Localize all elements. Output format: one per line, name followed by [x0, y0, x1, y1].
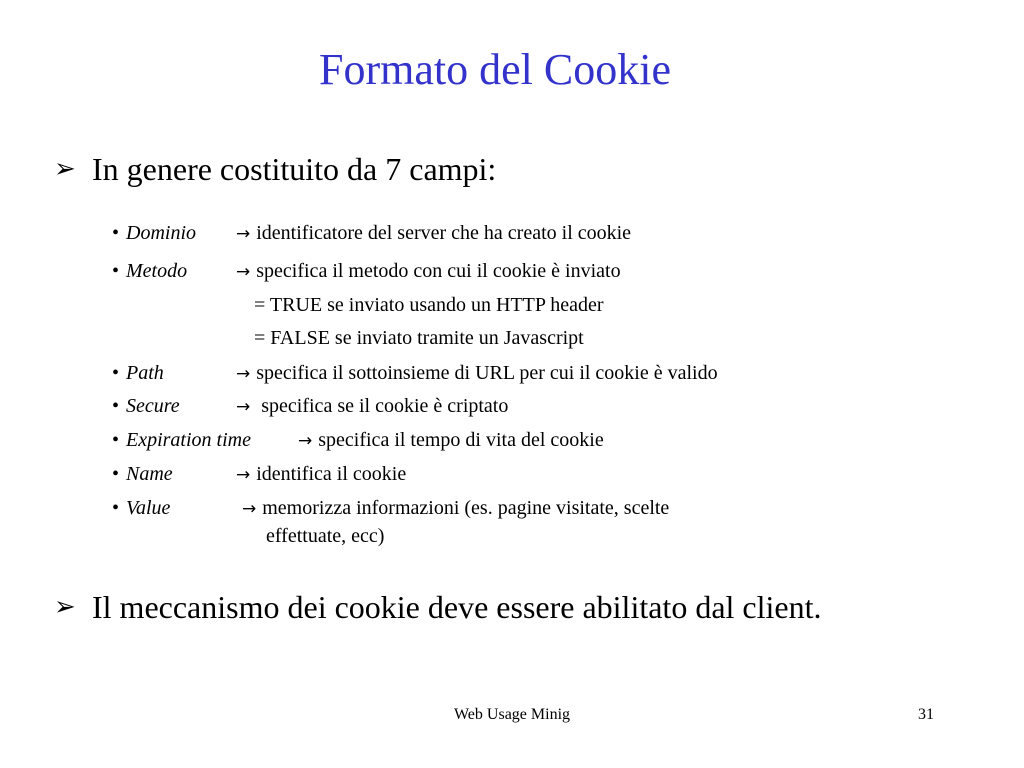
field-continuation: effettuate, ecc) — [266, 525, 385, 547]
field-continuation: = TRUE se inviato usando un HTTP header — [254, 294, 604, 316]
field-continuation: = FALSE se inviato tramite un Javascript — [254, 327, 584, 349]
right-arrow-icon: → — [236, 465, 251, 485]
field-description: specifica il sottoinsieme di URL per cui il cookie è valido — [256, 362, 718, 384]
bullet-text: Il meccanismo dei cookie deve essere abilitato dal client. — [92, 589, 822, 625]
field-description: memorizza informazioni (es. pagine visitate, scelte — [262, 497, 670, 519]
right-arrow-icon: → — [242, 499, 257, 519]
right-arrow-icon: → — [236, 397, 251, 417]
bullet-cookie-enabled — [54, 586, 954, 628]
footer-title: Web Usage Minig — [453, 706, 571, 723]
bullet-dot-icon: • — [112, 222, 120, 244]
field-term: Expiration time — [126, 429, 251, 451]
arrow-bullet-icon: ➢ — [54, 154, 76, 184]
bullet-dot-icon: • — [112, 395, 120, 417]
slide-title: Formato del Cookie — [319, 45, 671, 94]
bullet-dot-icon: • — [112, 362, 120, 384]
bullet-dot-icon: • — [112, 463, 120, 485]
field-row-expiration-time — [112, 427, 604, 453]
field-row-dominio — [112, 220, 632, 246]
field-term: Name — [126, 463, 173, 485]
page-number: 31 — [918, 706, 934, 723]
field-description: identificatore del server che ha creato il cookie — [256, 222, 632, 244]
field-term: Secure — [126, 395, 180, 417]
field-term: Metodo — [126, 260, 188, 282]
right-arrow-icon: → — [236, 224, 251, 244]
field-term: Path — [126, 362, 164, 384]
field-row-metodo — [112, 258, 621, 284]
field-row-name — [112, 461, 407, 487]
field-description: identifica il cookie — [256, 463, 407, 485]
field-term: Dominio — [126, 222, 196, 244]
field-description: specifica il tempo di vita del cookie — [318, 429, 604, 451]
bullet-dot-icon: • — [112, 429, 120, 451]
bullet-dot-icon: • — [112, 260, 120, 282]
bullet-text: In genere costituito da 7 campi: — [92, 151, 497, 187]
bullet-dot-icon: • — [112, 497, 120, 519]
right-arrow-icon: → — [236, 262, 251, 282]
arrow-bullet-icon: ➢ — [54, 592, 76, 622]
field-description: specifica se il cookie è criptato — [256, 395, 509, 417]
right-arrow-icon: → — [236, 364, 251, 384]
field-description: specifica il metodo con cui il cookie è inviato — [256, 260, 621, 282]
field-term: Value — [126, 497, 171, 519]
field-row-secure — [112, 393, 509, 419]
bullet-fields-intro — [54, 148, 954, 190]
field-row-value — [112, 495, 670, 521]
field-row-path — [112, 360, 718, 386]
right-arrow-icon: → — [298, 431, 313, 451]
